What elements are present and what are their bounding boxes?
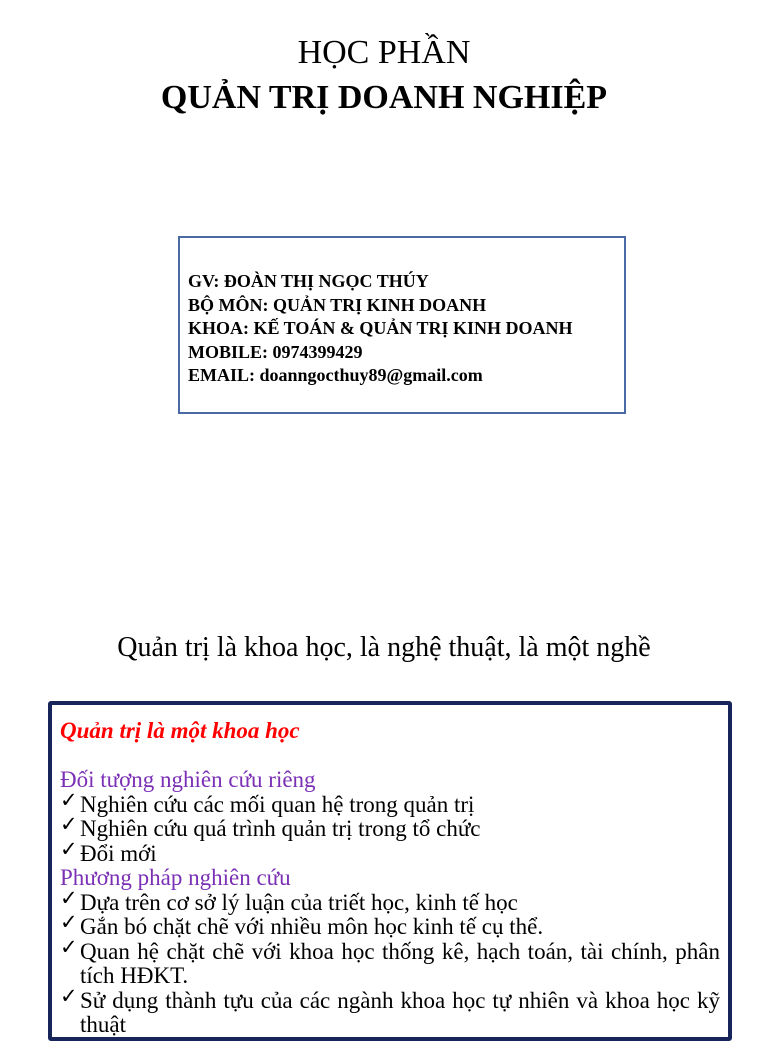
- list-item: [60, 983, 720, 1038]
- list-item: [60, 836, 720, 867]
- check-icon: ✓: [60, 983, 78, 1008]
- list-item: [60, 812, 720, 842]
- faculty: KHOA: KẾ TOÁN & QUẢN TRỊ KINH DOANH: [188, 318, 573, 338]
- science-heading: Quản trị là một khoa học: [60, 718, 300, 743]
- science-box: [48, 701, 732, 1041]
- section-research-method: Phương pháp nghiên cứu: [60, 865, 291, 890]
- department: BỘ MÔN: QUẢN TRỊ KINH DOANH: [188, 294, 487, 315]
- check-icon: ✓: [60, 812, 78, 836]
- list-item-text: Nghiên cứu quá trình quản trị trong tổ chức: [80, 816, 481, 841]
- list-item-text: Nghiên cứu các mối quan hệ trong quản trị: [80, 791, 475, 817]
- list-item-text: Gắn bó chặt chẽ với nhiều môn học kinh tế cụ thể.: [80, 914, 544, 939]
- list-item: [60, 910, 720, 940]
- check-icon: ✓: [60, 836, 78, 861]
- check-icon: ✓: [60, 787, 78, 812]
- list-item-text: Dựa trên cơ sở lý luận của triết học, kinh tế học: [80, 889, 518, 915]
- slide-subtitle: Quản trị là khoa học, là nghệ thuật, là một nghề: [117, 632, 651, 663]
- section-research-object: Đối tượng nghiên cứu riêng: [60, 767, 316, 792]
- course-title: QUẢN TRỊ DOANH NGHIỆP: [160, 79, 608, 116]
- spacer: [60, 744, 720, 769]
- course-label: HỌC PHẦN: [297, 34, 471, 71]
- list-item: [60, 787, 720, 818]
- check-icon: ✓: [60, 910, 78, 934]
- email: EMAIL: doanngocthuy89@gmail.com: [188, 365, 483, 385]
- check-icon: ✓: [60, 934, 78, 959]
- list-item: [60, 885, 720, 916]
- mobile: MOBILE: 0974399429: [188, 341, 363, 362]
- list-item-text: Quan hệ chặt chẽ với khoa học thống kê, hạch toán, tài chính, phân tích HĐKT.: [80, 938, 720, 988]
- lecturer-info-box: [178, 236, 626, 414]
- list-item: [60, 934, 720, 989]
- lecturer-name: GV: ĐOÀN THỊ NGỌC THÚY: [188, 271, 429, 291]
- list-item-text: Đổi mới: [80, 840, 157, 866]
- list-item-text: Sử dụng thành tựu của các ngành khoa học tự nhiên và khoa học kỹ thuật: [80, 987, 720, 1037]
- check-icon: ✓: [60, 885, 78, 910]
